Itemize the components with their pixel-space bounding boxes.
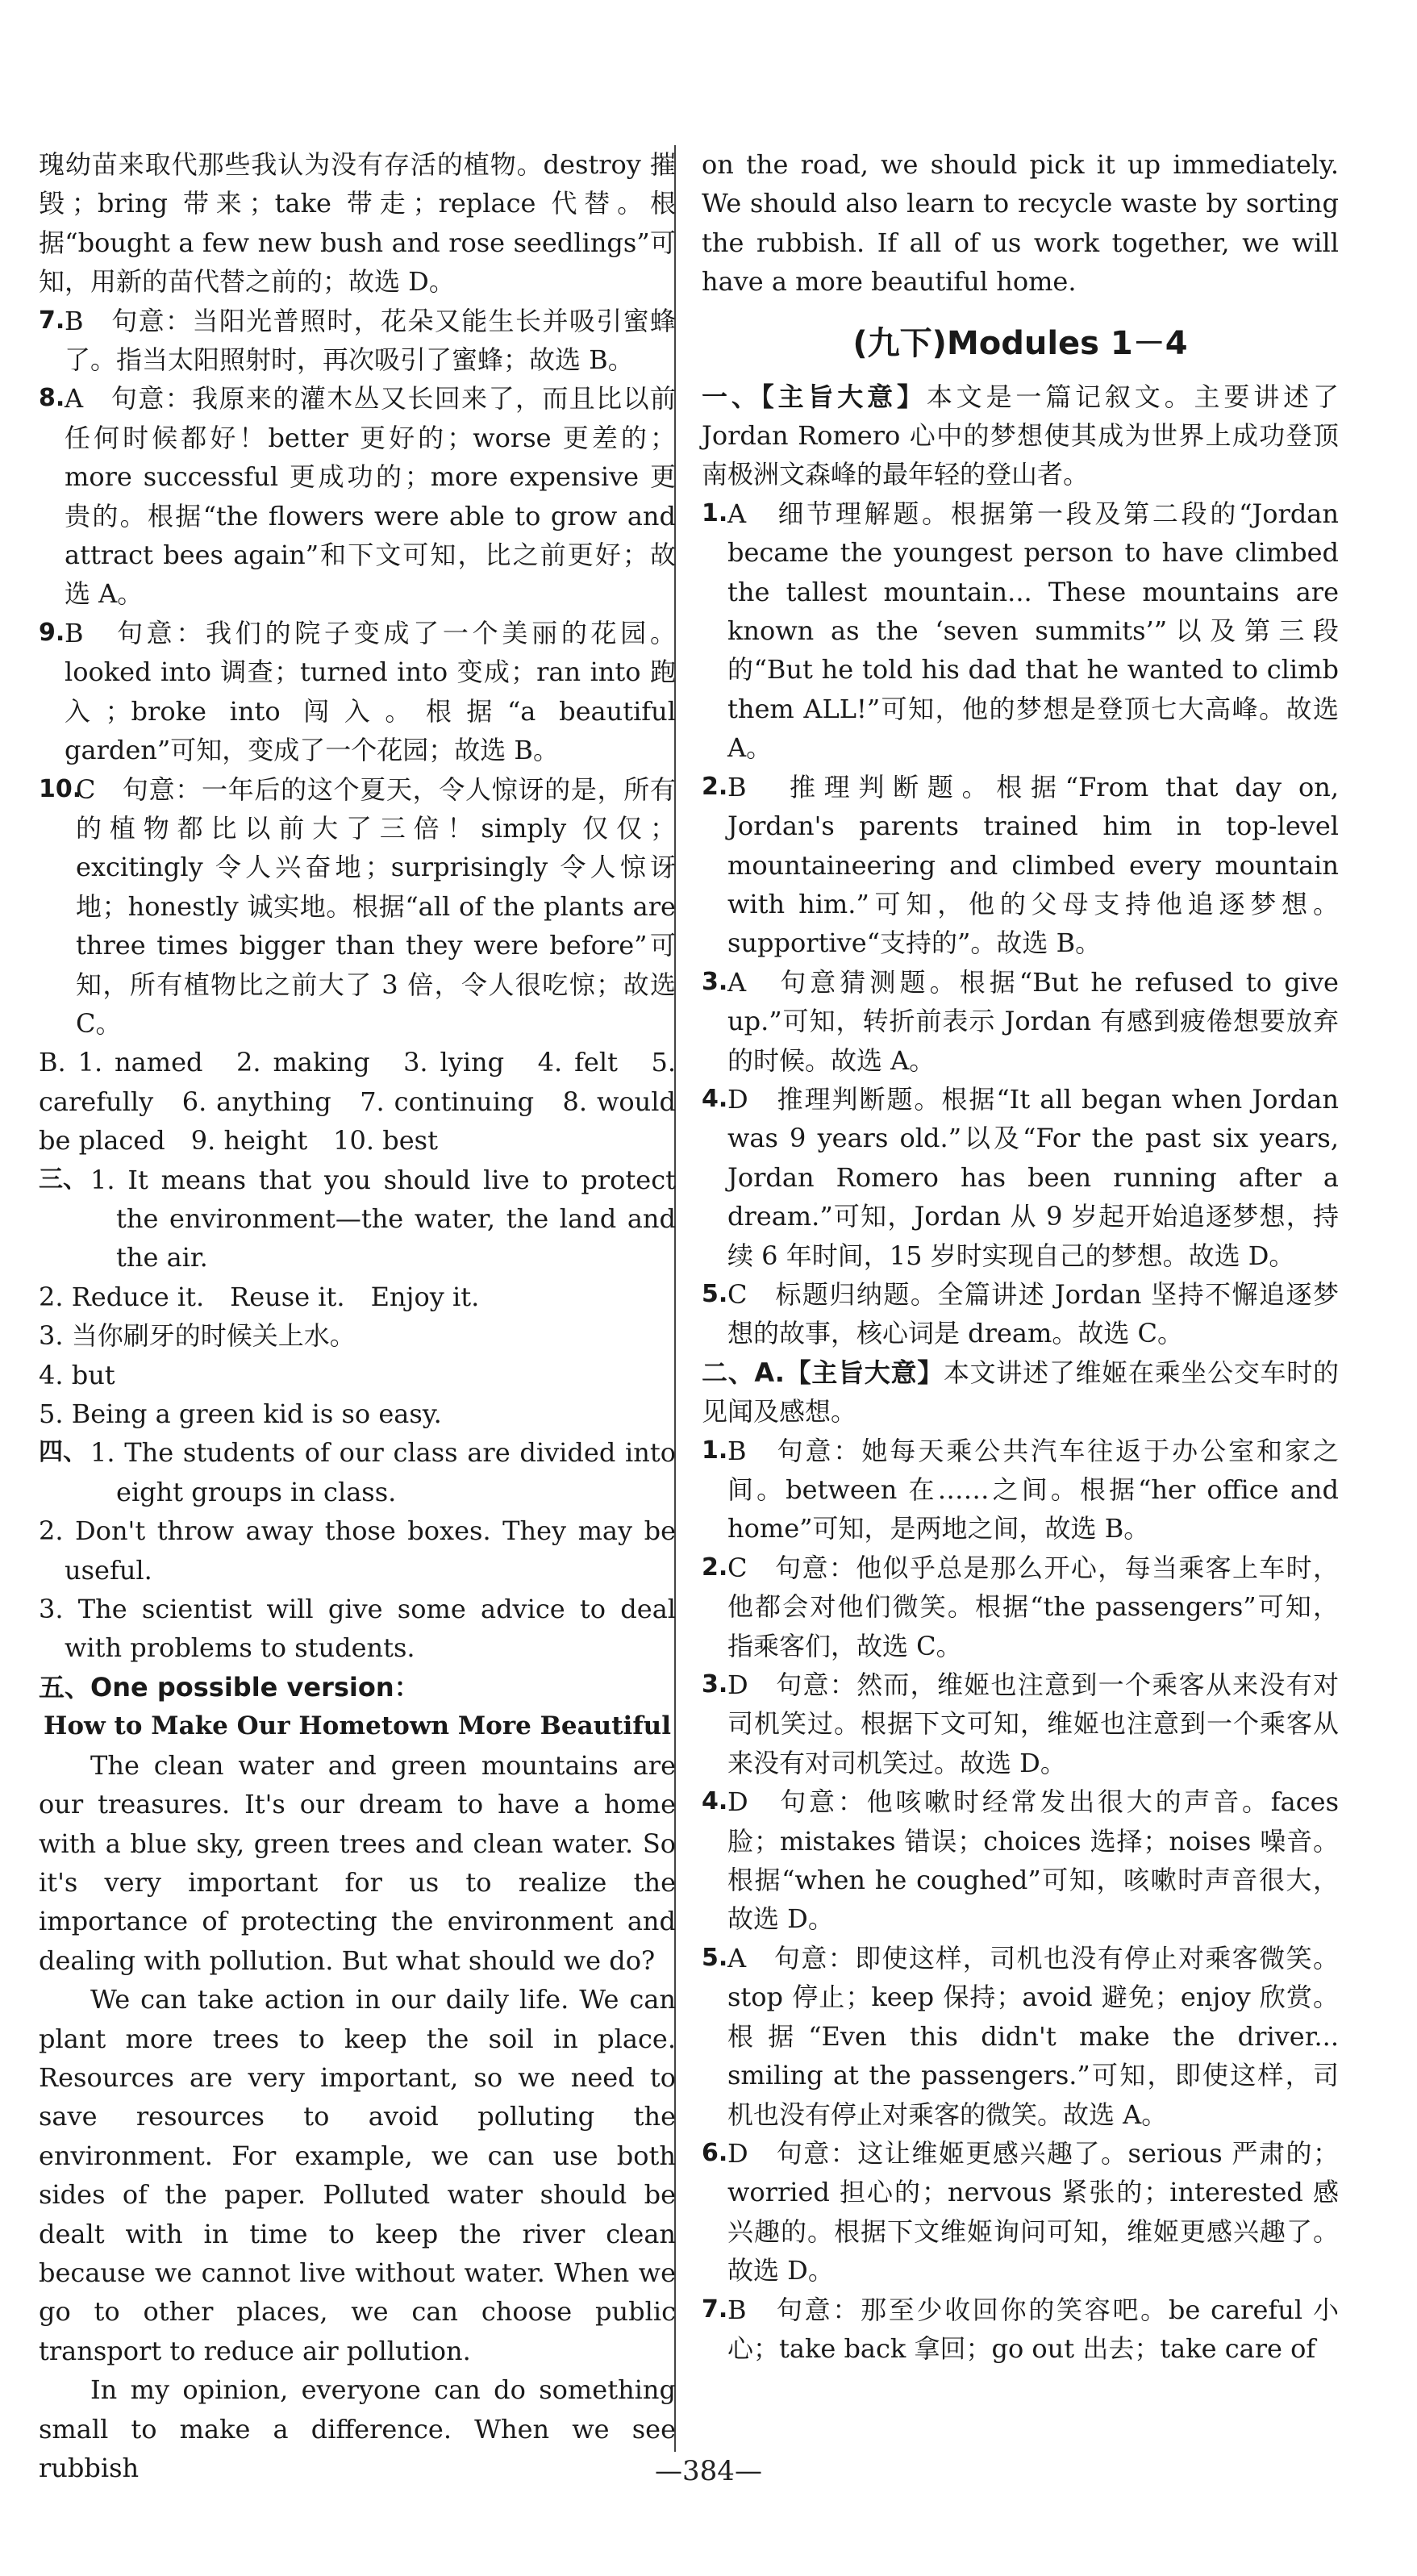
answer-continuation: 瑰幼苗来取代那些我认为没有存活的植物。destroy 摧毁；bring 带来；take 带走；replace 代替。根据“bought a few new bush and rose seedlings”可知，用新的苗代替之前的；故选 D。: [39, 149, 676, 298]
section-3-answer-4: 4. but: [39, 1359, 115, 1390]
answer-text: B 句意：当阳光普照时，花朵又能生长并吸引蜜蜂了。指当太阳照射时，再次吸引了蜜蜂；故选 B。: [65, 305, 676, 376]
section-1-summary: [702, 377, 1339, 494]
answer-text: B 句意：那至少收回你的笑容吧。be careful 小心；take back 拿回；go out 出去；take care of: [727, 2294, 1339, 2364]
cloze-answer-4: [702, 1782, 1339, 1939]
answer-10: [39, 770, 676, 1044]
answer-text: C 句意：一年后的这个夏天，令人惊讶的是，所有的植物都比以前大了三倍！simply 仅仅；excitingly 令人兴奋地；surprisingly 令人惊讶地；honestly 诚实地。根据“all of the plants are three times bigger than they were before”可知，所有植物比之前大了 3 倍，令人很吃惊；故选 C。: [76, 773, 676, 1039]
section-5-heading: 五、One possible version：: [39, 1671, 420, 1703]
reading-answer-4: [702, 1080, 1339, 1275]
answer-number: 1.: [702, 1436, 728, 1465]
cloze-answer-6: [702, 2134, 1339, 2290]
answer-number: 9.: [39, 618, 65, 647]
answer-number: 5.: [702, 1943, 728, 1972]
reading-answer-5: [702, 1275, 1339, 1353]
answer-number: 7.: [39, 306, 65, 335]
page-number: —384—: [655, 2455, 762, 2487]
essay-title: How to Make Our Hometown More Beautiful: [44, 1711, 671, 1741]
answer-number: 6.: [702, 2138, 728, 2167]
section-3-answer-2: 2. Reduce it. Reuse it. Enjoy it.: [39, 1281, 480, 1312]
right-column: [702, 145, 1339, 2368]
answer-number: 2.: [702, 772, 728, 801]
section-2-heading: 二、A.【主旨大意】: [702, 1357, 944, 1388]
section-4-label-row: 四、: [39, 1438, 87, 1467]
answer-number: 2.: [702, 1553, 728, 1582]
left-column: [39, 145, 676, 2487]
essay-paragraph-3: In my opinion, everyone can do something small to make a difference. When we see rubbish: [39, 2374, 676, 2483]
cloze-answer-7: [702, 2290, 1339, 2369]
essay-continuation: on the road, we should pick it up immediately. We should also learn to recycle waste by sorting the rubbish. If all of us work together, we will have a more beautiful home.: [702, 149, 1339, 298]
answer-text: A 句意：我原来的灌木丛又长回来了，而且比以前任何时候都好！better 更好的；worse 更差的；more successful 更成功的；more expensive 更贵的。根据“the flowers were able to grow and attract bees again”和下文可知，比之前更好；故选 A。: [65, 383, 676, 610]
essay-paragraph-2: We can take action in our daily life. We can plant more trees to keep the soil in place. Resources are very important, so we need to save resources to avoid polluting the environment. For example, we can use both sides of the paper. Polluted water should be dealt with in time to keep the river clean because we cannot live without water. When we go to other places, we can choose public transport to reduce air pollution.: [39, 1984, 676, 2366]
section-4-answer-2: 2. Don't throw away those boxes. They may be useful.: [39, 1515, 676, 1586]
answer-text: A 句意：即使这样，司机也没有停止对乘客微笑。stop 停止；keep 保持；avoid 避免；enjoy 欣赏。根据“Even this didn't make the driver... smiling at the passengers.”可知，即使这样，司机也没有停止对乘客的微笑。故选 A。: [727, 1942, 1339, 2130]
reading-answer-1: [702, 494, 1339, 768]
section-1-heading: 一、【主旨大意】: [702, 381, 927, 412]
answer-text: C 句意：他似乎总是那么开心，每当乘客上车时，他都会对他们微笑。根据“the passengers”可知，指乘客们，故选 C。: [727, 1552, 1339, 1661]
answer-number: 10.: [39, 774, 82, 803]
answer-number: 5.: [702, 1279, 728, 1308]
answer-number: 3.: [702, 1670, 728, 1699]
essay-paragraph-1: The clean water and green mountains are our treasures. It's our dream to have a home with a blue sky, green trees and clean water. So it's very important for us to realize the importance of protecting the environment and dealing with pollution. But what should we do?: [39, 1749, 676, 1976]
section-3-answer-3: 3. 当你刷牙的时候关上水。: [39, 1320, 356, 1352]
reading-answer-3: [702, 963, 1339, 1080]
answer-text: B 句意：我们的院子变成了一个美丽的花园。looked into 调查；turned into 变成；ran into 跑入；broke into 闯入。根据“a beautiful garden”可知，变成了一个花园；故选 B。: [65, 617, 676, 766]
module-title: (九下)Modules 1－4: [852, 324, 1188, 362]
section-3-item-1: 三、: [39, 1165, 87, 1194]
answer-number: 7.: [702, 2295, 728, 2324]
answer-text: D 句意：这让维姬更感兴趣了。serious 严肃的；worried 担心的；nervous 紧张的；interested 感兴趣的。根据下文维姬询问可知，维姬更感兴趣了。故选 D。: [727, 2137, 1339, 2286]
section-3-answer-5: 5. Being a green kid is so easy.: [39, 1398, 442, 1430]
cloze-answer-3: [702, 1665, 1339, 1782]
answer-text: D 句意：他咳嗽时经常发出很大的声音。faces 脸；mistakes 错误；choices 选择；noises 噪音。根据“when he coughed”可知，咳嗽时声音很大，故选 D。: [727, 1786, 1339, 1935]
cloze-answer-5: [702, 1939, 1339, 2134]
answer-number: 4.: [702, 1787, 728, 1816]
answer-number: 1.: [702, 498, 728, 527]
section-4-answer-3: 3. The scientist will give some advice to deal with problems to students.: [39, 1594, 676, 1664]
reading-answer-2: [702, 768, 1339, 963]
section-3-answer-1: 1. It means that you should live to protect the environment—the water, the land and the air.: [90, 1164, 676, 1273]
answer-8: [39, 379, 676, 613]
section-2-text: 本文讲述了维姬在乘坐公交车时的见闻及感想。: [702, 1357, 1339, 1428]
answer-9: [39, 614, 676, 770]
answer-number: 8.: [39, 384, 65, 413]
answer-text: D 句意：然而，维姬也注意到一个乘客从来没有对司机笑过。根据下文可知，维姬也注意到一个乘客从来没有对司机笑过。故选 D。: [727, 1669, 1339, 1778]
answer-7: [39, 302, 676, 380]
answer-text: C 标题归纳题。全篇讲述 Jordan 坚持不懈追逐梦想的故事，核心词是 dream。故选 C。: [727, 1278, 1339, 1349]
answer-number: 4.: [702, 1084, 728, 1113]
cloze-answer-1: [702, 1432, 1339, 1549]
answer-text: B 推理判断题。根据“From that day on, Jordan's parents trained him in top-level mountaineering and climbed every mountain with him.”可知，他的父母支持他追逐梦想。supportive“支持的”。故选 B。: [727, 771, 1339, 959]
section-4-answer-1: 1. The students of our class are divided into eight groups in class.: [90, 1437, 676, 1507]
answer-number: 3.: [702, 967, 728, 996]
section-1-text: 本文是一篇记叙文。主要讲述了 Jordan Romero 心中的梦想使其成为世界上成功登顶南极洲文森峰的最年轻的登山者。: [702, 381, 1339, 490]
cloze-answer-2: [702, 1549, 1339, 1665]
answer-text: A 细节理解题。根据第一段及第二段的“Jordan became the youngest person to have climbed the tallest mountain... These mountains are known as the ‘seven summits’”以及第三段的“But he told his dad that he wanted to climb them ALL!”可知，他的梦想是登顶七大高峰。故选 A。: [727, 498, 1339, 764]
part-b-answers: B. 1. named 2. making 3. lying 4. felt 5. carefully 6. anything 7. continuing 8. would be placed 9. height 10. best: [39, 1047, 676, 1157]
section-2-summary: [702, 1353, 1339, 1432]
answer-text: D 推理判断题。根据“It all began when Jordan was 9 years old.”以及“For the past six years, Jordan Romero has been running after a dream.”可知，Jordan 从 9 岁起开始追逐梦想，持续 6 年时间，15 岁时实现自己的梦想。故选 D。: [727, 1083, 1339, 1271]
answer-text: A 句意猜测题。根据“But he refused to give up.”可知，转折前表示 Jordan 有感到疲倦想要放弃的时候。故选 A。: [727, 966, 1339, 1076]
answer-text: B 句意：她每天乘公共汽车往返于办公室和家之间。between 在……之间。根据“her office and home”可知，是两地之间，故选 B。: [727, 1435, 1339, 1544]
